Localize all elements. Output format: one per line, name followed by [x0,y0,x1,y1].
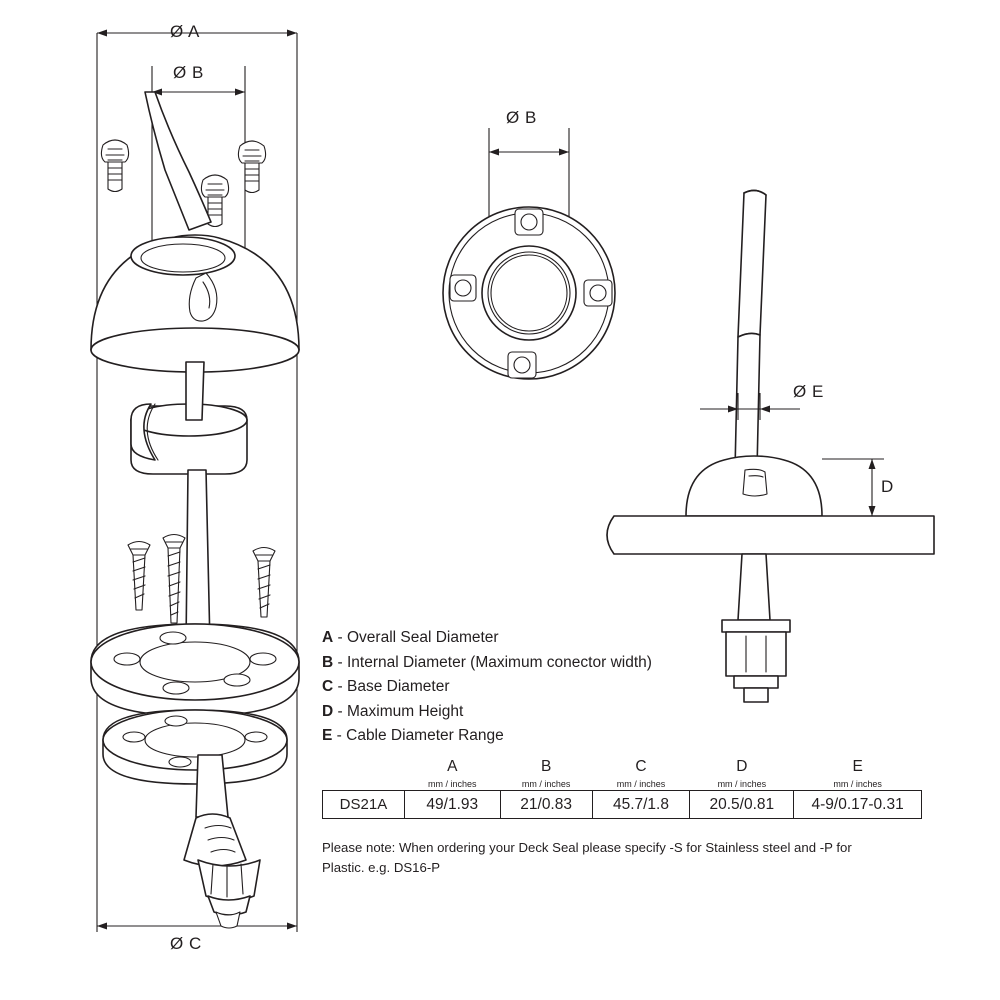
coax-connector [184,814,260,928]
top-view-flange [443,207,615,379]
label-dim-c: Ø C [170,934,202,953]
wood-screw-right [253,548,275,618]
machine-screw-left [101,140,128,192]
legend-list [322,626,722,749]
flange-plate-upper [91,624,299,716]
fixing-hole-left [450,275,476,301]
ordering-note-line2: Plastic. e.g. DS16-P [322,859,441,875]
label-dim-e: Ø E [793,382,824,401]
cell-d: 20.5/0.81 [690,791,794,819]
table-row [323,791,922,819]
header-letter-b: B [540,758,552,775]
label-dim-a: Ø A [170,22,200,41]
header-letter-e: E [852,758,863,775]
cell-model: DS21A [323,791,405,819]
label-dim-d: D [881,477,894,496]
header-letter-d: D [736,758,748,775]
side-coax-connector [722,620,790,702]
side-cable-lower [738,554,770,620]
wood-screw-left [128,542,150,611]
mounted-dome-seal [686,456,822,516]
cell-a: 49/1.93 [404,791,500,819]
legend-text-e: - Cable Diameter Range [336,727,504,745]
header-unit-a: mm / inches [428,778,477,789]
gasket-plate-lower [103,710,287,784]
machine-screw-right [238,141,265,193]
fixing-hole-right [584,280,612,306]
header-unit-blank [323,777,405,791]
deck-panel [607,516,934,554]
header-letter-c: C [635,758,647,775]
legend-letter-b: B [322,653,334,671]
header-unit-d: mm / inches [717,778,767,789]
specification-table [322,757,922,819]
header-letter-blank [323,757,405,777]
cable-lower [196,755,228,817]
header-unit-e: mm / inches [833,778,882,789]
cable-mid-lower [186,470,210,645]
legend-item-c [322,675,722,700]
label-dim-b-topview: Ø B [506,108,537,127]
wood-screw-middle [163,535,185,624]
table-header-units [323,777,922,791]
legend-text-d: - Maximum Height [337,702,464,720]
header-unit-c: mm / inches [616,778,666,789]
legend-item-e [322,724,722,749]
ordering-note [322,838,932,877]
legend-text-c: - Base Diameter [337,678,450,696]
legend-item-b [322,651,722,676]
legend-text-a: - Overall Seal Diameter [337,629,499,646]
table-header-letters [323,757,922,777]
header-unit-b: mm / inches [521,778,571,789]
label-dim-b-exploded: Ø B [173,63,204,82]
header-letter-a: A [447,758,458,775]
ordering-note-line1: Please note: When ordering your Deck Seal please specify -S for Stainless steel and -P for [322,840,852,855]
cell-b: 21/0.83 [500,791,592,819]
legend-item-a [322,626,722,651]
cell-e: 4-9/0.17-0.31 [794,791,922,819]
legend-text-b: - Internal Diameter (Maximum conector width) [337,653,652,671]
legend-letter-d: D [322,702,334,720]
side-view-cable [735,190,766,470]
legend-letter-c: C [322,678,334,696]
fixing-hole-bottom [508,352,536,378]
cell-c: 45.7/1.8 [592,791,690,819]
legend-letter-a: A [322,629,334,646]
dome-cap [91,235,299,372]
cable-upper [145,92,211,230]
dimension-d [822,459,884,516]
cable-mid-upper [186,362,204,420]
legend-item-d [322,700,722,725]
fixing-hole-top [515,209,543,235]
legend-letter-e: E [322,727,333,745]
